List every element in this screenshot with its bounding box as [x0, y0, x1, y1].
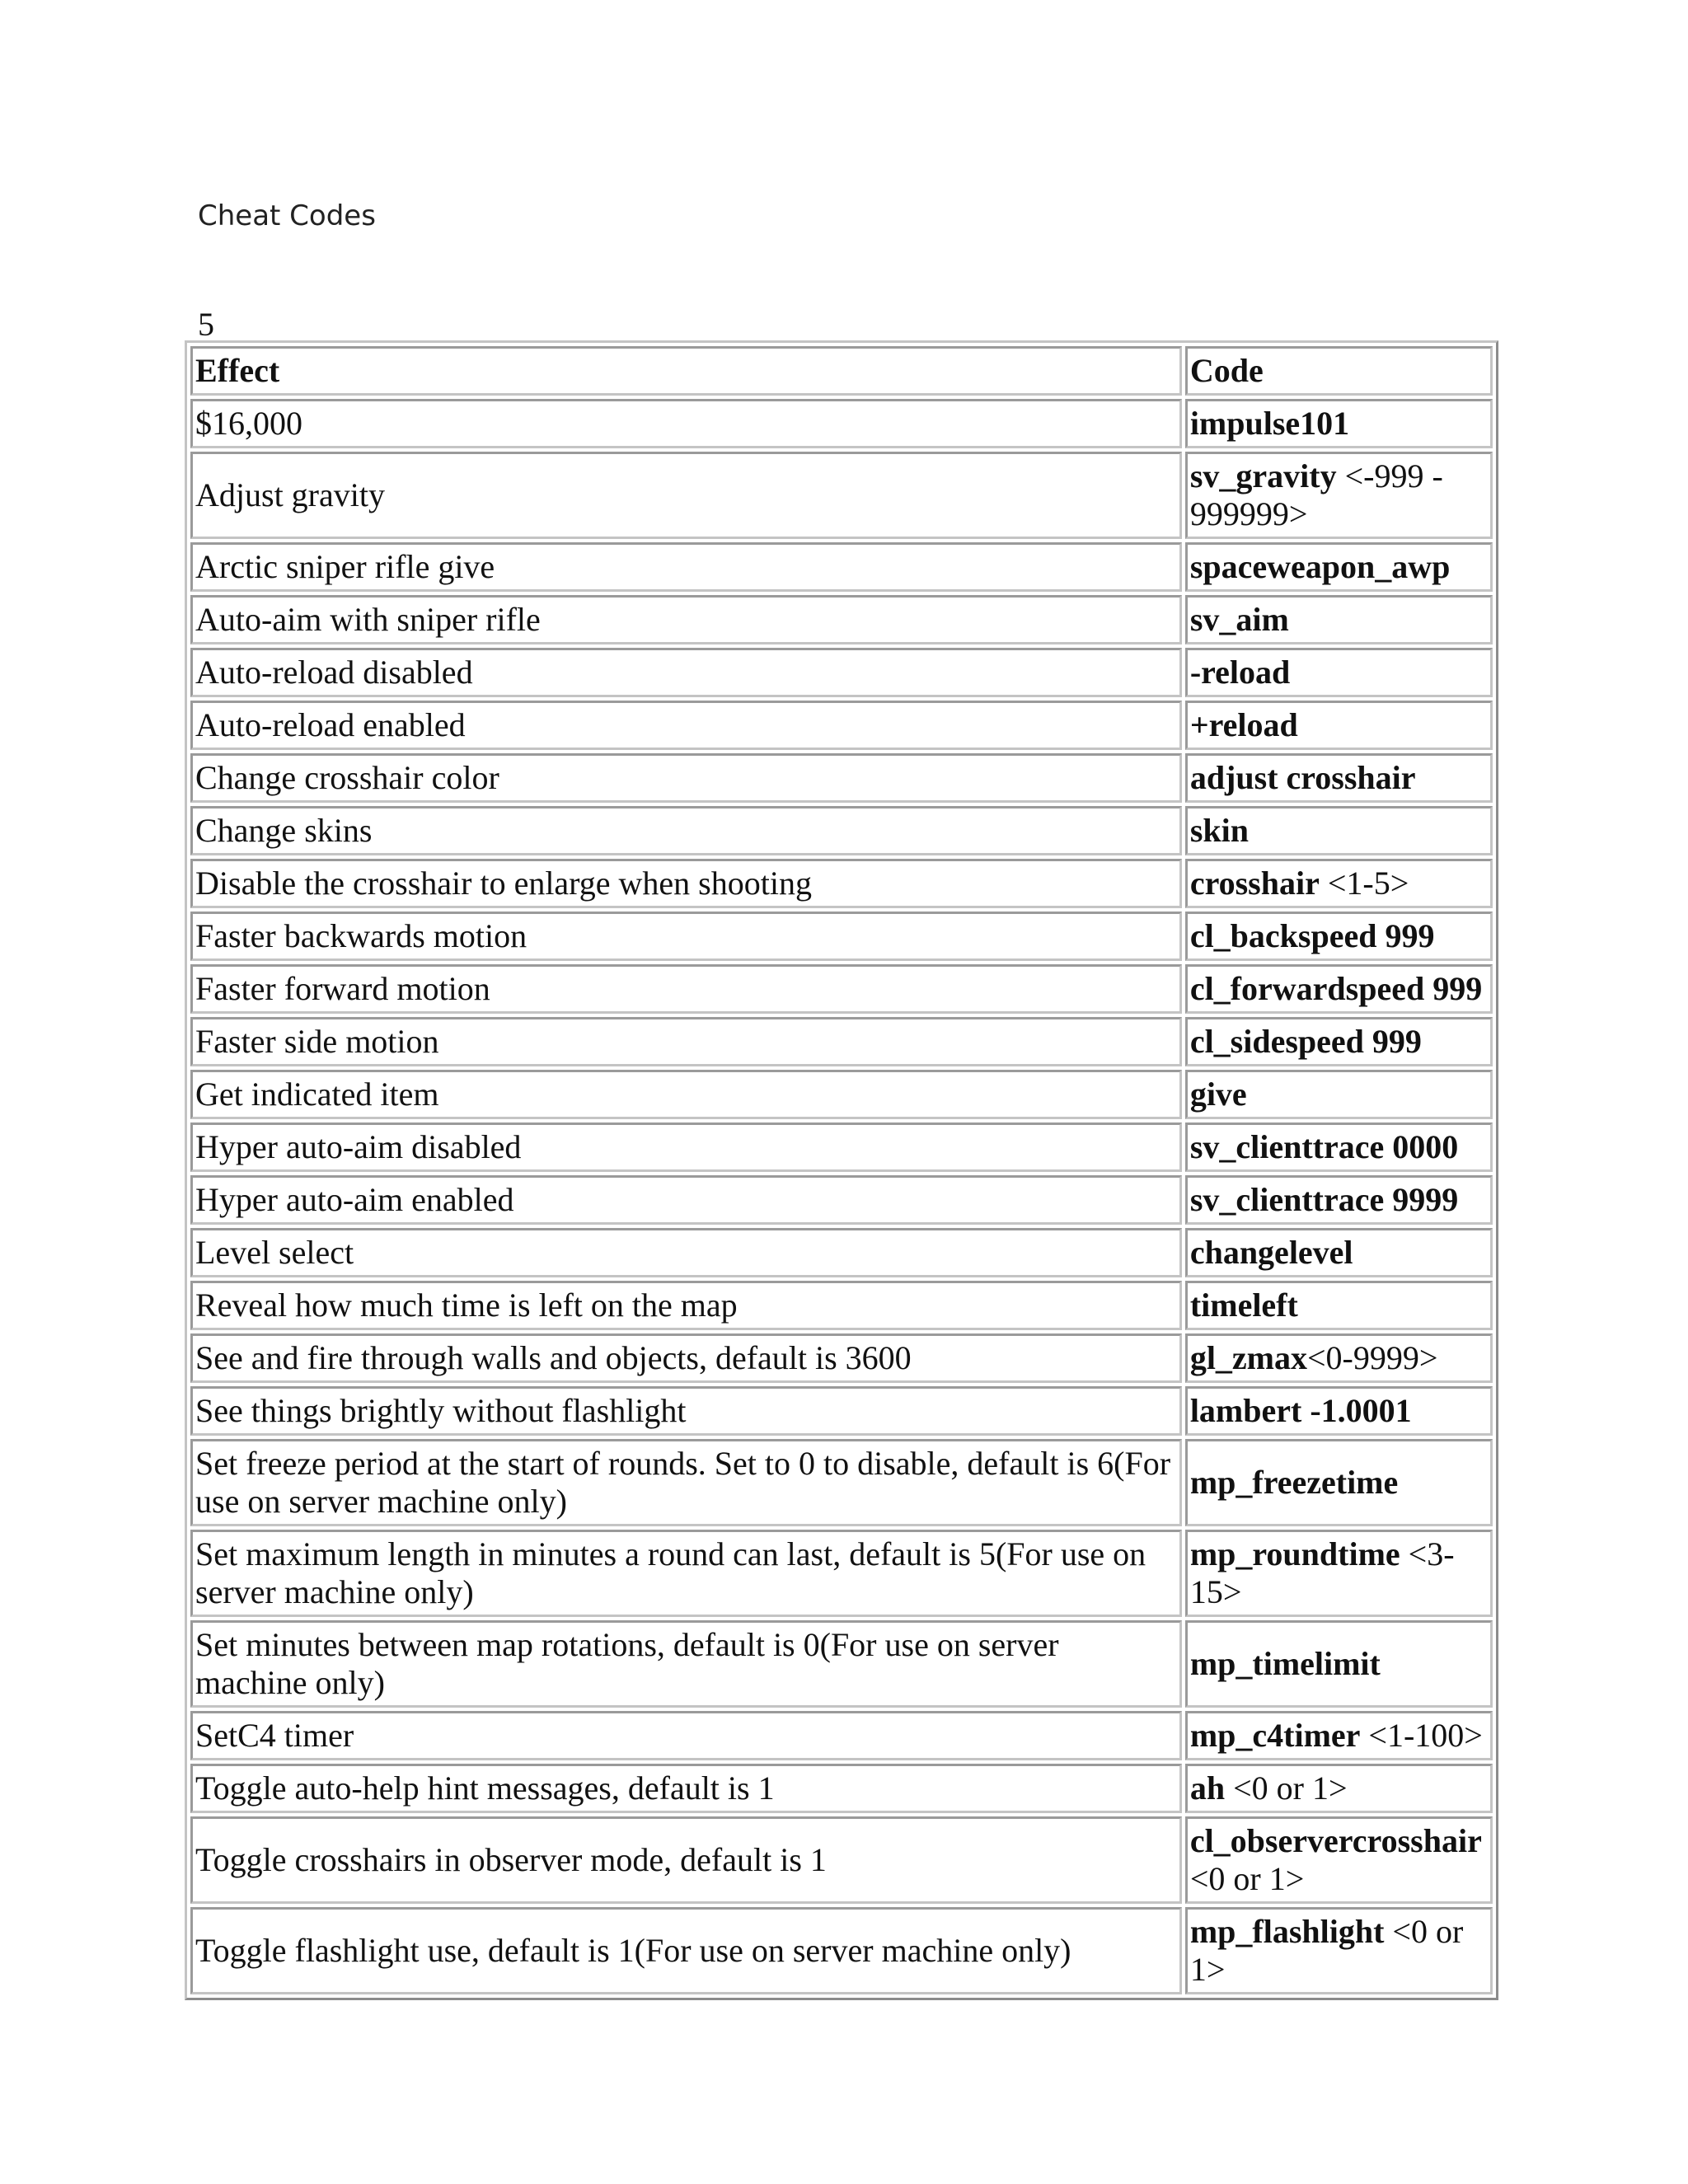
table-row: [190, 1620, 1493, 1708]
code-cell: [1185, 1816, 1493, 1904]
table-row: [190, 1711, 1493, 1760]
effect-cell: Set freeze period at the start of rounds. Set to 0 to disable, default is 6(For use on server machine only): [190, 1439, 1182, 1526]
code-cell: [1185, 1386, 1493, 1436]
effect-cell: Toggle crosshairs in observer mode, default is 1: [190, 1816, 1182, 1904]
code-cell: [1185, 1620, 1493, 1708]
code-cell: [1185, 1070, 1493, 1119]
code-cell: [1185, 1333, 1493, 1383]
code-text: cl_observercrosshair: [1189, 1822, 1482, 1859]
code-text: gl_zmax: [1189, 1339, 1307, 1376]
table-row: [190, 1070, 1493, 1119]
code-cell: [1185, 701, 1493, 750]
code-cell: [1185, 753, 1493, 803]
table-row: [190, 1907, 1493, 1994]
effect-cell: Toggle flashlight use, default is 1(For use on server machine only): [190, 1907, 1182, 1994]
table-row: [190, 595, 1493, 644]
table-row: [190, 964, 1493, 1014]
effect-cell: Change skins: [190, 806, 1182, 855]
effect-cell: $16,000: [190, 399, 1182, 448]
effect-cell: Faster forward motion: [190, 964, 1182, 1014]
code-argument: <0 or 1>: [1189, 1822, 1490, 1897]
table-row: [190, 452, 1493, 539]
table-row: [190, 1017, 1493, 1066]
page-number: 5: [198, 306, 214, 343]
code-argument: <3-15>: [1189, 1535, 1455, 1610]
code-text: mp_c4timer: [1189, 1717, 1361, 1754]
code-argument: <0 or 1>: [1189, 1913, 1472, 1988]
code-argument: <-999 - 999999>: [1189, 457, 1451, 532]
code-argument: <0 or 1>: [1225, 1769, 1348, 1807]
cheat-codes-table: [185, 340, 1498, 2000]
code-text: spaceweapon_awp: [1189, 548, 1451, 585]
effect-cell: Auto-reload disabled: [190, 648, 1182, 697]
effect-cell: Change crosshair color: [190, 753, 1182, 803]
code-argument: <1-100>: [1360, 1717, 1483, 1754]
code-cell: [1185, 912, 1493, 961]
code-cell: [1185, 964, 1493, 1014]
code-cell: [1185, 648, 1493, 697]
code-cell: [1185, 1711, 1493, 1760]
effect-cell: Set maximum length in minutes a round can last, default is 5(For use on server machine only): [190, 1530, 1182, 1617]
effect-cell: See things brightly without flashlight: [190, 1386, 1182, 1436]
effect-cell: Adjust gravity: [190, 452, 1182, 539]
code-argument: <0-9999>: [1307, 1339, 1438, 1376]
code-text: cl_sidespeed 999: [1189, 1023, 1422, 1060]
table-row: [190, 1281, 1493, 1330]
table-row: [190, 1228, 1493, 1277]
code-cell: [1185, 595, 1493, 644]
code-cell: [1185, 1907, 1493, 1994]
effect-cell: Toggle auto-help hint messages, default is 1: [190, 1764, 1182, 1813]
code-cell: [1185, 1228, 1493, 1277]
effect-cell: Auto-reload enabled: [190, 701, 1182, 750]
effect-cell: Arctic sniper rifle give: [190, 542, 1182, 592]
code-cell: [1185, 1530, 1493, 1617]
code-text: mp_roundtime: [1189, 1535, 1400, 1572]
code-text: crosshair: [1189, 865, 1320, 902]
code-cell: [1185, 1175, 1493, 1225]
code-text: mp_freezetime: [1189, 1464, 1399, 1501]
table-header-row: [190, 346, 1493, 396]
code-cell: [1185, 1122, 1493, 1172]
code-cell: [1185, 1281, 1493, 1330]
effect-cell: Set minutes between map rotations, default is 0(For use on server machine only): [190, 1620, 1182, 1708]
effect-cell: Hyper auto-aim enabled: [190, 1175, 1182, 1225]
code-text: ah: [1189, 1769, 1226, 1807]
table-row: [190, 1764, 1493, 1813]
code-text: sv_aim: [1189, 601, 1289, 638]
code-text: -reload: [1189, 654, 1291, 691]
table-row: [190, 859, 1493, 908]
table-row: [190, 542, 1493, 592]
table-row: [190, 1333, 1493, 1383]
code-text: mp_flashlight: [1189, 1913, 1385, 1950]
table-row: [190, 753, 1493, 803]
effect-cell: Faster side motion: [190, 1017, 1182, 1066]
effect-cell: Hyper auto-aim disabled: [190, 1122, 1182, 1172]
code-argument: <1-5>: [1319, 865, 1409, 902]
effect-cell: Level select: [190, 1228, 1182, 1277]
code-cell: [1185, 1017, 1493, 1066]
code-text: sv_clienttrace 9999: [1189, 1181, 1459, 1218]
code-text: adjust crosshair: [1189, 759, 1416, 796]
effect-cell: Faster backwards motion: [190, 912, 1182, 961]
code-text: cl_forwardspeed 999: [1189, 970, 1483, 1007]
code-cell: [1185, 542, 1493, 592]
code-cell: [1185, 452, 1493, 539]
table-row: [190, 399, 1493, 448]
code-text: sv_gravity: [1189, 457, 1337, 494]
table-row: [190, 806, 1493, 855]
effect-cell: SetC4 timer: [190, 1711, 1182, 1760]
code-text: give: [1189, 1076, 1247, 1113]
table-row: [190, 648, 1493, 697]
table-row: [190, 1122, 1493, 1172]
table-row: [190, 1530, 1493, 1617]
code-cell: [1185, 1439, 1493, 1526]
code-text: timeleft: [1189, 1286, 1298, 1324]
code-text: cl_backspeed 999: [1189, 917, 1435, 954]
cheat-codes-table-container: [185, 340, 1498, 2000]
effect-cell: See and fire through walls and objects, default is 3600: [190, 1333, 1182, 1383]
table-row: [190, 1439, 1493, 1526]
code-cell: [1185, 806, 1493, 855]
table-row: [190, 1816, 1493, 1904]
code-text: skin: [1189, 812, 1249, 849]
code-text: impulse101: [1189, 405, 1350, 442]
table-row: [190, 1175, 1493, 1225]
effect-cell: Auto-aim with sniper rifle: [190, 595, 1182, 644]
code-text: lambert -1.0001: [1189, 1392, 1412, 1429]
table-row: [190, 1386, 1493, 1436]
effect-cell: Disable the crosshair to enlarge when shooting: [190, 859, 1182, 908]
column-header-effect: Effect: [190, 346, 1182, 396]
document-header: Cheat Codes: [198, 199, 376, 232]
code-cell: [1185, 399, 1493, 448]
effect-cell: Get indicated item: [190, 1070, 1182, 1119]
code-cell: [1185, 1764, 1493, 1813]
code-text: mp_timelimit: [1189, 1645, 1381, 1682]
code-text: sv_clienttrace 0000: [1189, 1128, 1459, 1165]
table-row: [190, 701, 1493, 750]
code-text: changelevel: [1189, 1234, 1353, 1271]
code-cell: [1185, 859, 1493, 908]
effect-cell: Reveal how much time is left on the map: [190, 1281, 1182, 1330]
table-row: [190, 912, 1493, 961]
column-header-code: Code: [1185, 346, 1493, 396]
code-text: +reload: [1189, 706, 1298, 743]
